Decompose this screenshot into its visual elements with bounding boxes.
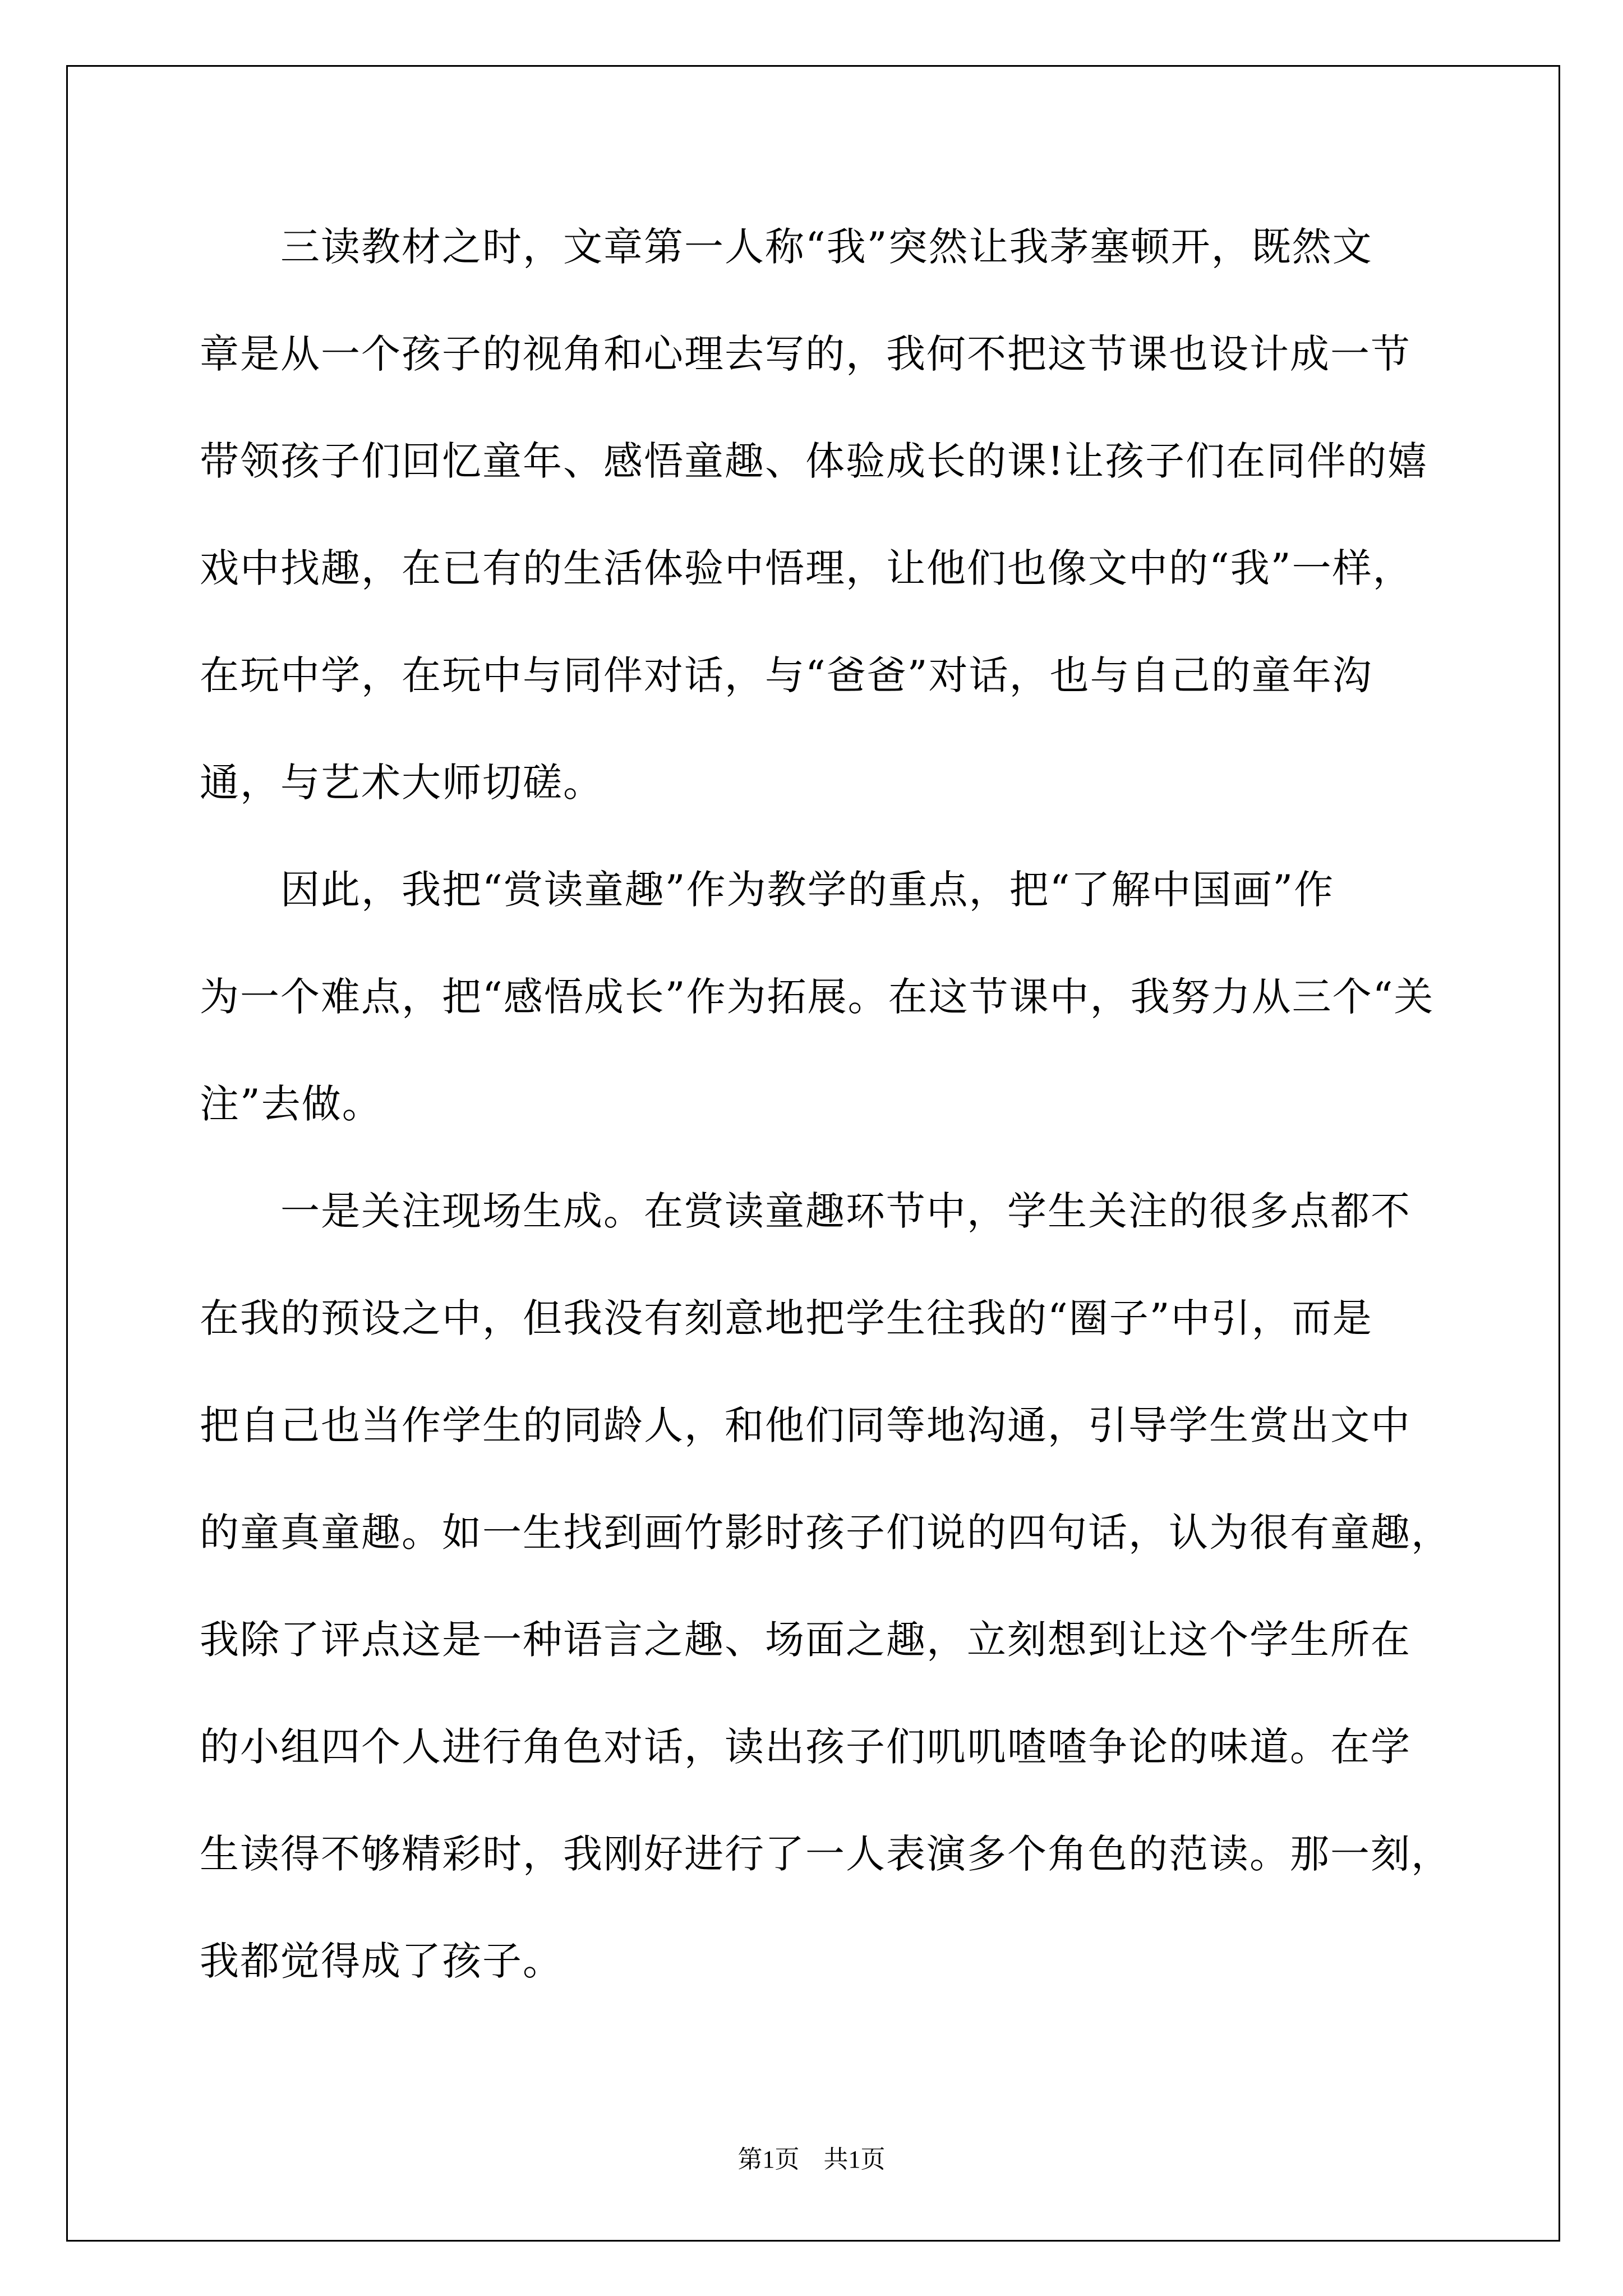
document-body	[200, 213, 1451, 2035]
text-line: 三读教材之时，文章第一人称“我”突然让我茅塞顿开，既然文	[200, 224, 1373, 270]
text-line: 把自己也当作学生的同龄人，和他们同等地沟通，引导学生赏出文中	[200, 1402, 1411, 1448]
text-line: 戏中找趣，在已有的生活体验中悟理，让他们也像文中的“我”一样，	[200, 545, 1413, 591]
text-line: 带领孩子们回忆童年、感悟童趣、体验成长的课!让孩子们在同伴的嬉	[200, 438, 1428, 484]
text-line: 一是关注现场生成。在赏读童趣环节中，学生关注的很多点都不	[200, 1188, 1411, 1234]
text-line: 的小组四个人进行角色对话，读出孩子们叽叽喳喳争论的味道。在学	[200, 1724, 1411, 1770]
text-line: 我除了评点这是一种语言之趣、场面之趣，立刻想到让这个学生所在	[200, 1617, 1411, 1663]
text-line: 的童真童趣。如一生找到画竹影时孩子们说的四句话，认为很有童趣，	[200, 1510, 1451, 1556]
text-line: 我都觉得成了孩子。	[200, 1938, 563, 1984]
text-line: 因此，我把“赏读童趣”作为教学的重点，把“了解中国画”作	[200, 867, 1335, 913]
page-footer	[0, 2143, 1623, 2177]
page-number: 第1页	[737, 2146, 800, 2173]
text-line: 在我的预设之中，但我没有刻意地把学生往我的“圈子”中引，而是	[200, 1295, 1373, 1341]
text-line: 为一个难点，把“感悟成长”作为拓展。在这节课中，我努力从三个“关	[200, 974, 1435, 1020]
text-line: 在玩中学，在玩中与同伴对话，与“爸爸”对话，也与自己的童年沟	[200, 652, 1373, 698]
text-line: 注”去做。	[200, 1081, 382, 1127]
text-line: 章是从一个孩子的视角和心理去写的，我何不把这节课也设计成一节	[200, 331, 1411, 377]
page-total: 共1页	[823, 2146, 886, 2173]
text-line: 生读得不够精彩时，我刚好进行了一人表演多个角色的范读。那一刻，	[200, 1831, 1451, 1877]
text-line: 通，与艺术大师切磋。	[200, 760, 603, 806]
